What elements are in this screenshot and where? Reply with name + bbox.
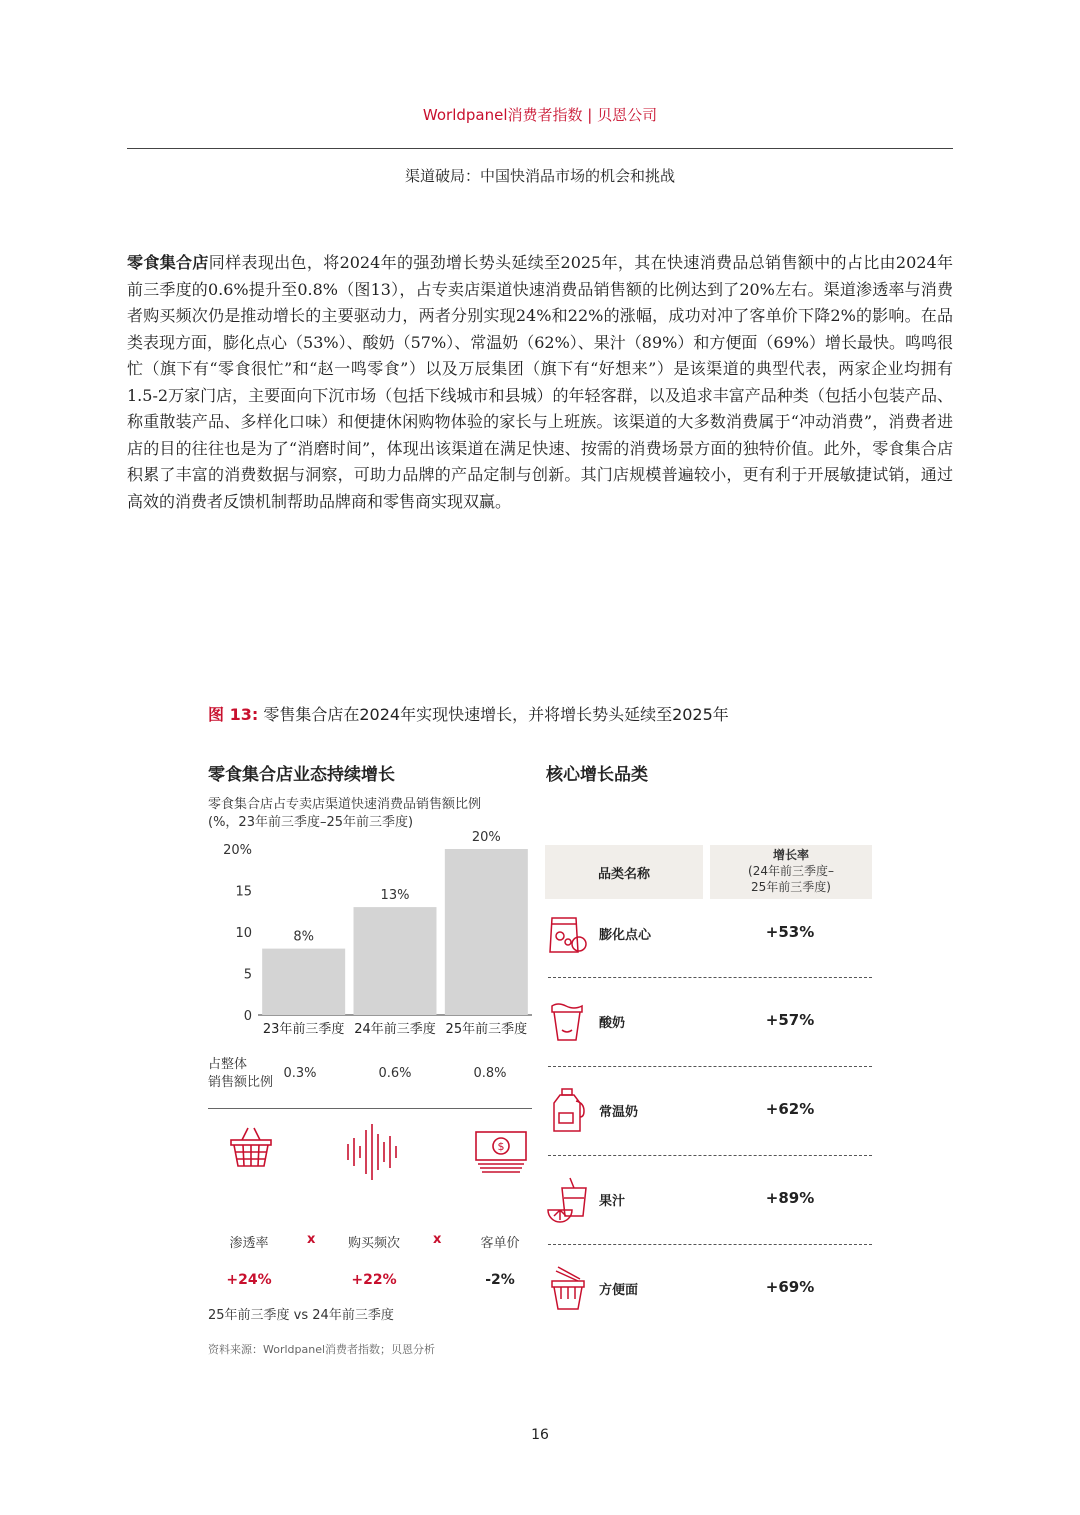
table-header-category-label: 品类名称 (597, 867, 650, 882)
header-divider (127, 148, 953, 149)
noodle-cup-icon (548, 1265, 590, 1313)
body-paragraph (127, 250, 953, 515)
table-header-growth-title: 增长率 (772, 848, 809, 862)
report-header-title: Worldpanel消费者指数 | 贝恩公司 (422, 106, 658, 124)
bar (354, 907, 437, 1015)
chart-caption-units: (%，23年前三季度–25年前三季度) (208, 815, 414, 830)
table-header-category (545, 845, 703, 899)
multiply-sign: x (433, 1232, 442, 1247)
table-row (546, 910, 876, 958)
table-row (546, 1087, 876, 1135)
chart-caption: 零食集合店占专卖店渠道快速消费品销售额比例 (208, 797, 482, 812)
driver-label-penetration: 渗透率 (229, 1236, 269, 1251)
milk-jug-icon (550, 1087, 590, 1135)
driver-label-frequency: 购买频次 (347, 1236, 400, 1251)
figure-title-text: 零售集合店在2024年实现快速增长，并将增长势头延续至2025年 (263, 705, 729, 724)
shopping-basket-icon (226, 1122, 276, 1172)
row-divider (548, 1244, 872, 1245)
category-name: 酸奶 (599, 1016, 626, 1031)
y-tick-label: 10 (235, 926, 252, 941)
multiply-sign: x (307, 1232, 316, 1247)
row-divider (548, 977, 872, 978)
x-category-label: 24年前三季度 (354, 1022, 436, 1037)
share-label-line-2: 销售额比例 (208, 1075, 274, 1090)
report-subtitle: 渠道破局：中国快消品市场的机会和挑战 (404, 167, 675, 185)
share-label-line-1: 占整体 (208, 1057, 248, 1072)
driver-value-basket-value: -2% (485, 1272, 515, 1288)
bar-value-label: 8% (293, 929, 314, 945)
x-category-label: 25年前三季度 (445, 1022, 528, 1037)
row-divider (548, 1155, 872, 1156)
share-label (208, 1056, 273, 1092)
y-tick-label: 0 (243, 1009, 252, 1024)
category-growth: +57% (765, 1011, 815, 1029)
category-growth: +62% (765, 1100, 815, 1118)
category-name: 方便面 (599, 1283, 639, 1298)
driver-value-frequency: +22% (351, 1272, 397, 1288)
bar-value-label: 20% (471, 830, 501, 845)
table-row (546, 998, 876, 1046)
figure-source: 资料来源：Worldpanel消费者指数；贝恩分析 (208, 1343, 436, 1356)
category-name: 膨化点心 (599, 928, 652, 943)
bar-chart (206, 825, 536, 1045)
page-number: 16 (531, 1427, 549, 1443)
table-row (546, 1176, 876, 1224)
driver-period: 25年前三季度 vs 24年前三季度 (208, 1308, 394, 1323)
category-name: 果汁 (599, 1194, 626, 1209)
share-value: 0.6% (378, 1066, 412, 1081)
category-growth: +69% (765, 1278, 815, 1296)
share-value: 0.8% (473, 1066, 507, 1081)
table-row (546, 1265, 876, 1313)
share-value: 0.3% (283, 1066, 317, 1081)
y-tick-label: 5 (243, 967, 252, 983)
table-header-growth-period-2: 25年前三季度) (751, 880, 831, 894)
table-header-growth-period-1: (24年前三季度– (748, 864, 834, 878)
bar-value-label: 13% (380, 888, 410, 904)
figure-title (208, 702, 729, 725)
bar (262, 949, 345, 1015)
y-tick-label: 20% (223, 843, 252, 858)
x-category-label: 23年前三季度 (262, 1022, 345, 1037)
banknote-icon (474, 1130, 528, 1174)
right-heading: 核心增长品类 (546, 765, 648, 785)
sound-wave-icon (344, 1122, 404, 1182)
body-text: 同样表现出色，将2024年的强劲增长势头延续至2025年，其在快速消费品总销售额中的占比由2024年前三季度的0.6%提升至0.8%（图13），占专卖店渠道快速消费品销售额的比例达到了20%左右。渠道渗透率与消费者购买频次仍是推动增长的主要驱动力，两者分别实现24%和22%的涨幅，成功对冲了客单价下降2%的影响。在品类表现方面，膨化点心（53%）、酸奶（57%）、常温奶（62%）、果汁（89%）和方便面（69%）增长最快。鸣鸣很忙（旗下有“零食很忙”和“赵一鸣零食”）以及万辰集团（旗下有“好想来”）是该渠道的典型代表，两家企业均拥有1.5-2万家门店，主要面向下沉市场（包括下线城市和县城）的年轻客群，以及追求丰富产品种类（包括小包装产品、称重散装产品、多样化口味）和便捷休闲购物体验的家长与上班族。该渠道的大多数消费属于“冲动消费”，消费者进店的目的往往也是为了“消磨时间”，体现出该渠道在满足快速、按需的消费场景方面的独特价值。此外，零食集合店积累了丰富的消费数据与洞察，可助力品牌的产品定制与创新。其门店规模普遍较小，更有利于开展敏捷试销，通过高效的消费者反馈机制帮助品牌商和零售商实现双赢。 (127, 253, 953, 511)
table-header-growth (710, 845, 872, 899)
svg-text:$: $ (497, 1140, 505, 1153)
yogurt-cup-icon (546, 1000, 590, 1044)
driver-value-penetration: +24% (226, 1272, 272, 1288)
y-tick-label: 15 (235, 884, 252, 900)
body-lead: 零食集合店 (127, 253, 209, 272)
figure-label: 图 13: (208, 705, 259, 724)
bar (445, 849, 528, 1015)
row-divider (548, 1066, 872, 1067)
juice-glass-icon (546, 1176, 592, 1224)
category-growth: +53% (765, 923, 815, 941)
left-heading: 零食集合店业态持续增长 (208, 765, 395, 785)
category-name: 常温奶 (599, 1105, 639, 1120)
driver-label-basket-value: 客单价 (480, 1236, 520, 1251)
snack-bag-icon (546, 912, 590, 956)
category-growth: +89% (765, 1189, 815, 1207)
section-divider (208, 1108, 532, 1109)
